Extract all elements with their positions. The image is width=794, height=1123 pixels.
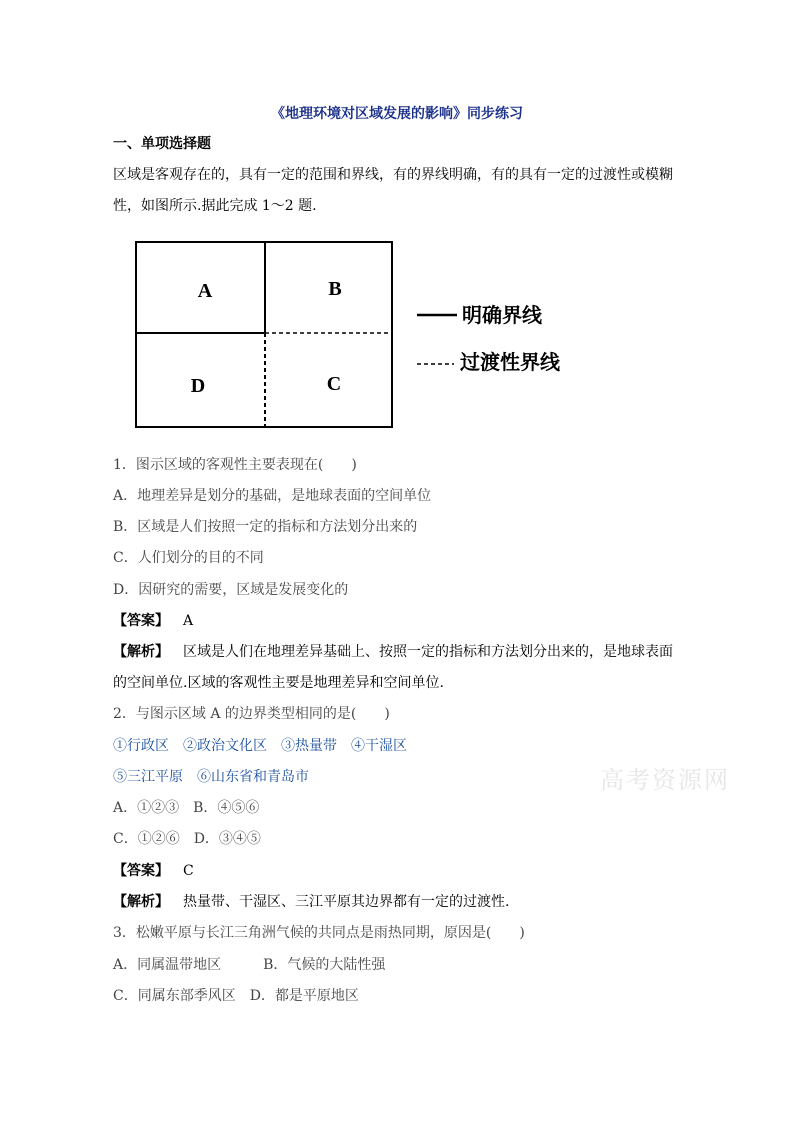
region-label-d: D: [190, 375, 206, 397]
legend-dashed-label: 过渡性界线: [460, 350, 560, 374]
question-3-stem: 3．松嫩平原与长江三角洲气候的共同点是雨热同期，原因是( ): [113, 925, 525, 941]
analysis-tag: 【解析】: [113, 644, 169, 660]
answer-value: A: [183, 613, 194, 629]
section-heading: 一、单项选择题: [113, 136, 211, 152]
region-boundary-figure: [134, 240, 594, 430]
legend-solid-label: 明确界线: [462, 303, 542, 327]
region-label-b: B: [328, 278, 342, 300]
question-1-answer: [113, 611, 193, 631]
question-2-options-line-2: C．①②⑥ D．③④⑤: [113, 831, 261, 847]
region-label-c: C: [326, 373, 342, 395]
question-2-answer: [113, 861, 194, 881]
question-1-option-c: C．人们划分的目的不同: [113, 550, 264, 566]
question-2-analysis: [113, 892, 509, 912]
question-1-stem: 1．图示区域的客观性主要表现在( ): [113, 457, 357, 473]
analysis-text: 区域是人们在地理差异基础上、按照一定的指标和方法划分出来的，是地球表面的空间单位.区域的客观性主要是地理差异和空间单位.: [113, 644, 673, 691]
question-1-option-a: A．地理差异是划分的基础，是地球表面的空间单位: [113, 488, 432, 504]
question-2-options-line-1: A．①②③ B．④⑤⑥: [113, 800, 260, 816]
answer-value: C: [183, 863, 194, 879]
region-label-a: A: [197, 280, 213, 302]
question-3-options-line-2: C．同属东部季风区 D．都是平原地区: [113, 988, 359, 1004]
question-3-options-line-1: A．同属温带地区 B．气候的大陆性强: [113, 957, 386, 973]
question-2-items-line-1: ①行政区 ②政治文化区 ③热量带 ④干湿区: [113, 738, 407, 754]
watermark: 高考资源网: [600, 766, 730, 794]
analysis-text: 热量带、干湿区、三江平原其边界都有一定的过渡性.: [183, 894, 510, 910]
answer-tag: 【答案】: [113, 863, 169, 879]
question-2-items-line-2: ⑤三江平原 ⑥山东省和青岛市: [113, 769, 309, 785]
question-2-stem: 2．与图示区域 A 的边界类型相同的是( ): [113, 706, 390, 722]
answer-tag: 【答案】: [113, 613, 169, 629]
intro-paragraph: 区域是客观存在的，具有一定的范围和界线，有的界线明确，有的具有一定的过渡性或模糊性，如图所示.据此完成 1～2 题.: [113, 167, 673, 214]
page-title: 《地理环境对区域发展的影响》同步练习: [271, 106, 523, 122]
question-1-option-b: B．区域是人们按照一定的指标和方法划分出来的: [113, 519, 418, 535]
question-1-analysis: [113, 637, 685, 699]
analysis-tag: 【解析】: [113, 894, 169, 910]
question-1-option-d: D．因研究的需要，区域是发展变化的: [113, 582, 349, 598]
